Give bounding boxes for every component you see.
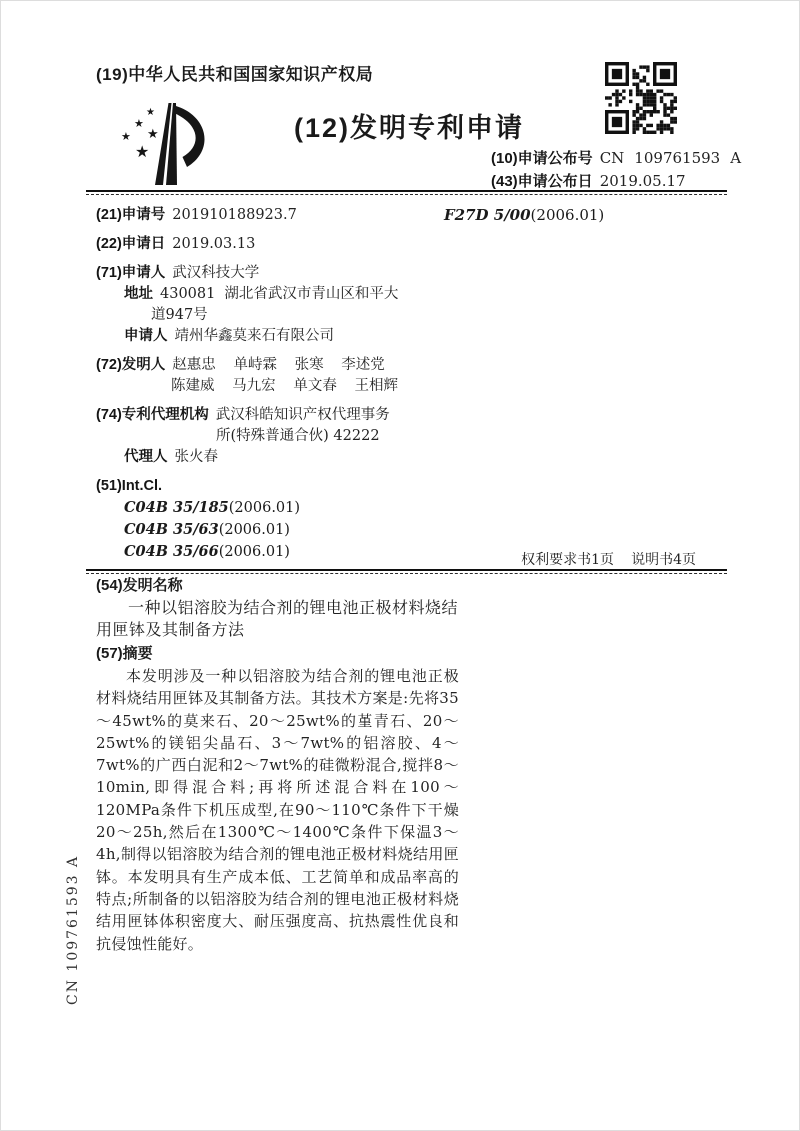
pub-number-line bbox=[491, 147, 741, 170]
field-int-cl: (51)Int.Cl. C04B 35/185(2006.01) C04B 35/63(2006.01) C04B 35/66(2006.01) bbox=[96, 476, 448, 563]
invention-title: 一种以铝溶胶为结合剂的锂电池正极材料烧结用匣钵及其制备方法 bbox=[96, 598, 459, 639]
doc-type-title: (12)发明专利申请 bbox=[294, 113, 525, 143]
field-main-classification: F27D 5/00(2006.01) bbox=[444, 206, 605, 224]
svg-text:★: ★ bbox=[135, 144, 150, 161]
pub-number-label: (10)申请公布号 bbox=[491, 150, 593, 167]
field-application-number: (21)申请号 201910188923.7 bbox=[96, 207, 297, 223]
divider-middle bbox=[86, 569, 727, 571]
pub-date-label: (43)申请公布日 bbox=[491, 173, 593, 190]
pages-note: 权利要求书1页 说明书4页 bbox=[521, 552, 696, 568]
int-cl-item: C04B 35/63(2006.01) bbox=[124, 521, 290, 538]
field-address: 地址 430081 湖北省武汉市青山区和平大 bbox=[124, 286, 399, 302]
field-applicant: (71)申请人 武汉科技大学 地址 430081 湖北省武汉市青山区和平大 道947号 申请人 靖州华鑫莫来石有限公司 bbox=[96, 263, 448, 347]
qr-code-icon bbox=[605, 62, 677, 139]
bibliographic-data bbox=[96, 205, 448, 571]
field-agency-cont: 所(特殊普通合伙) 42222 bbox=[216, 428, 380, 444]
pub-number-value: CN 109761593 A bbox=[599, 149, 742, 167]
field-inventors: (72)发明人 赵惠忠 单峙霖 张寒 李述党 陈建威 马九宏 单文春 王相辉 bbox=[96, 355, 448, 397]
abstract-label: (57)摘要 bbox=[96, 645, 153, 662]
abstract-text: 本发明涉及一种以铝溶胶为结合剂的锂电池正极材料烧结用匣钵及其制备方法。其技术方案是:先将35～45wt%的莫来石、20～25wt%的堇青石、20～25wt%的镁铝尖晶石、3～7wt%的铝溶胶、4～7wt%的广西白泥和2～7wt%的硅微粉混合,搅拌8～10min,即得混合料;再将所述混合料在100～120MPa条件下机压成型,在90～110℃条件下干燥20～25h,然后在1300℃～1400℃条件下保温3～4h,制得以铝溶胶为结合剂的锂电池正极材料烧结用匣钵。本发明具有生产成本低、工艺简单和成品率高的特点;所制备的以铝溶胶为结合剂的锂电池正极材料烧结用匣钵体积密度大、耐压强度高、抗热震性优良和抗侵蚀性能好。 bbox=[96, 667, 459, 953]
svg-text:★: ★ bbox=[147, 126, 159, 141]
invention-title-label: (54)发明名称 bbox=[96, 577, 183, 594]
divider-top bbox=[86, 190, 727, 192]
side-publication-number: CN 109761593 A bbox=[65, 854, 81, 1005]
field-applicant-2: 申请人 靖州华鑫莫来石有限公司 bbox=[124, 328, 334, 344]
pub-date-value: 2019.05.17 bbox=[599, 172, 686, 190]
field-agent: 代理人 张火春 bbox=[124, 449, 218, 465]
field-application-date: (22)申请日 2019.03.13 bbox=[96, 236, 256, 252]
field-inventors-cont: 陈建威 马九宏 单文春 王相辉 bbox=[171, 378, 398, 394]
invention-section bbox=[96, 575, 459, 955]
cnipa-logo-icon bbox=[113, 97, 231, 194]
svg-text:★: ★ bbox=[134, 118, 144, 130]
publication-block bbox=[491, 147, 741, 193]
field-address-cont: 道947号 bbox=[151, 307, 208, 323]
office-name: (19)中华人民共和国国家知识产权局 bbox=[96, 65, 374, 84]
int-cl-item: C04B 35/185(2006.01) bbox=[124, 499, 301, 516]
field-agency: (74)专利代理机构 武汉科皓知识产权代理事务 所(特殊普通合伙) 42222 代理人 张火春 bbox=[96, 405, 448, 468]
int-cl-item: C04B 35/66(2006.01) bbox=[124, 543, 290, 560]
svg-text:★: ★ bbox=[121, 131, 131, 143]
svg-text:★: ★ bbox=[146, 107, 155, 118]
